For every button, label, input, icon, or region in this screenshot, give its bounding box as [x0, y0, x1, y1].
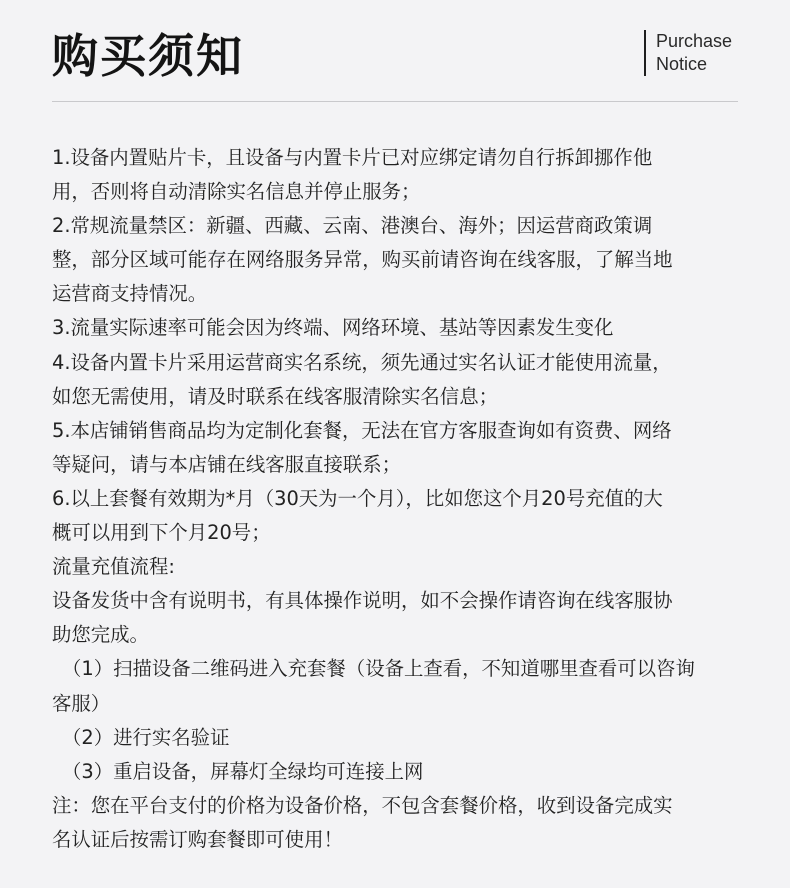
notice-line: 3.流量实际速率可能会因为终端、网络环境、基站等因素发生变化 — [52, 316, 614, 340]
english-title-line-1: Purchase — [656, 31, 733, 51]
notice-line: 注：您在平台支付的价格为设备价格，不包含套餐价格，收到设备完成实 — [52, 793, 673, 817]
english-title-line-2: Notice — [656, 54, 708, 74]
notice-line: （1）扫描设备二维码进入充套餐（设备上查看，不知道哪里查看可以咨询 — [62, 657, 695, 681]
english-title — [644, 30, 738, 76]
header-divider — [52, 101, 738, 102]
notice-line: （2）进行实名验证 — [62, 725, 230, 749]
notice-line: 助您完成。 — [52, 623, 149, 647]
notice-line: 2.常规流量禁区：新疆、西藏、云南、港澳台、海外；因运营商政策调 — [52, 214, 653, 238]
notice-line: 如您无需使用，请及时联系在线客服清除实名信息； — [52, 384, 498, 408]
notice-line: 用，否则将自动清除实名信息并停止服务； — [52, 180, 421, 204]
notice-line: 等疑问，请与本店铺在线客服直接联系； — [52, 452, 402, 476]
page-title: 购买须知 — [52, 29, 244, 83]
notice-line: 客服） — [52, 691, 111, 715]
notice-line: 设备发货中含有说明书，有具体操作说明，如不会操作请咨询在线客服协 — [52, 589, 673, 613]
notice-line: 1.设备内置贴片卡，且设备与内置卡片已对应绑定请勿自行拆卸挪作他 — [52, 146, 653, 169]
notice-line: 概可以用到下个月20号； — [52, 521, 271, 545]
header — [52, 22, 738, 104]
notice-line: 运营商支持情况。 — [52, 282, 208, 306]
notice-line: 6.以上套餐有效期为*月（30天为一个月），比如您这个月20号充值的大 — [52, 486, 663, 510]
notice-line: 整，部分区域可能存在网络服务异常，购买前请咨询在线客服，了解当地 — [52, 248, 673, 272]
notice-line: （3）重启设备，屏幕灯全绿均可连接上网 — [62, 759, 424, 783]
notice-line: 流量充值流程: — [52, 555, 175, 579]
notice-content — [52, 141, 742, 857]
notice-line: 5.本店铺销售商品均为定制化套餐，无法在官方客服查询如有资费、网络 — [52, 418, 672, 442]
notice-line: 4.设备内置卡片采用运营商实名系统，须先通过实名认证才能使用流量， — [52, 350, 672, 374]
notice-line: 名认证后按需订购套餐即可使用！ — [52, 827, 343, 851]
